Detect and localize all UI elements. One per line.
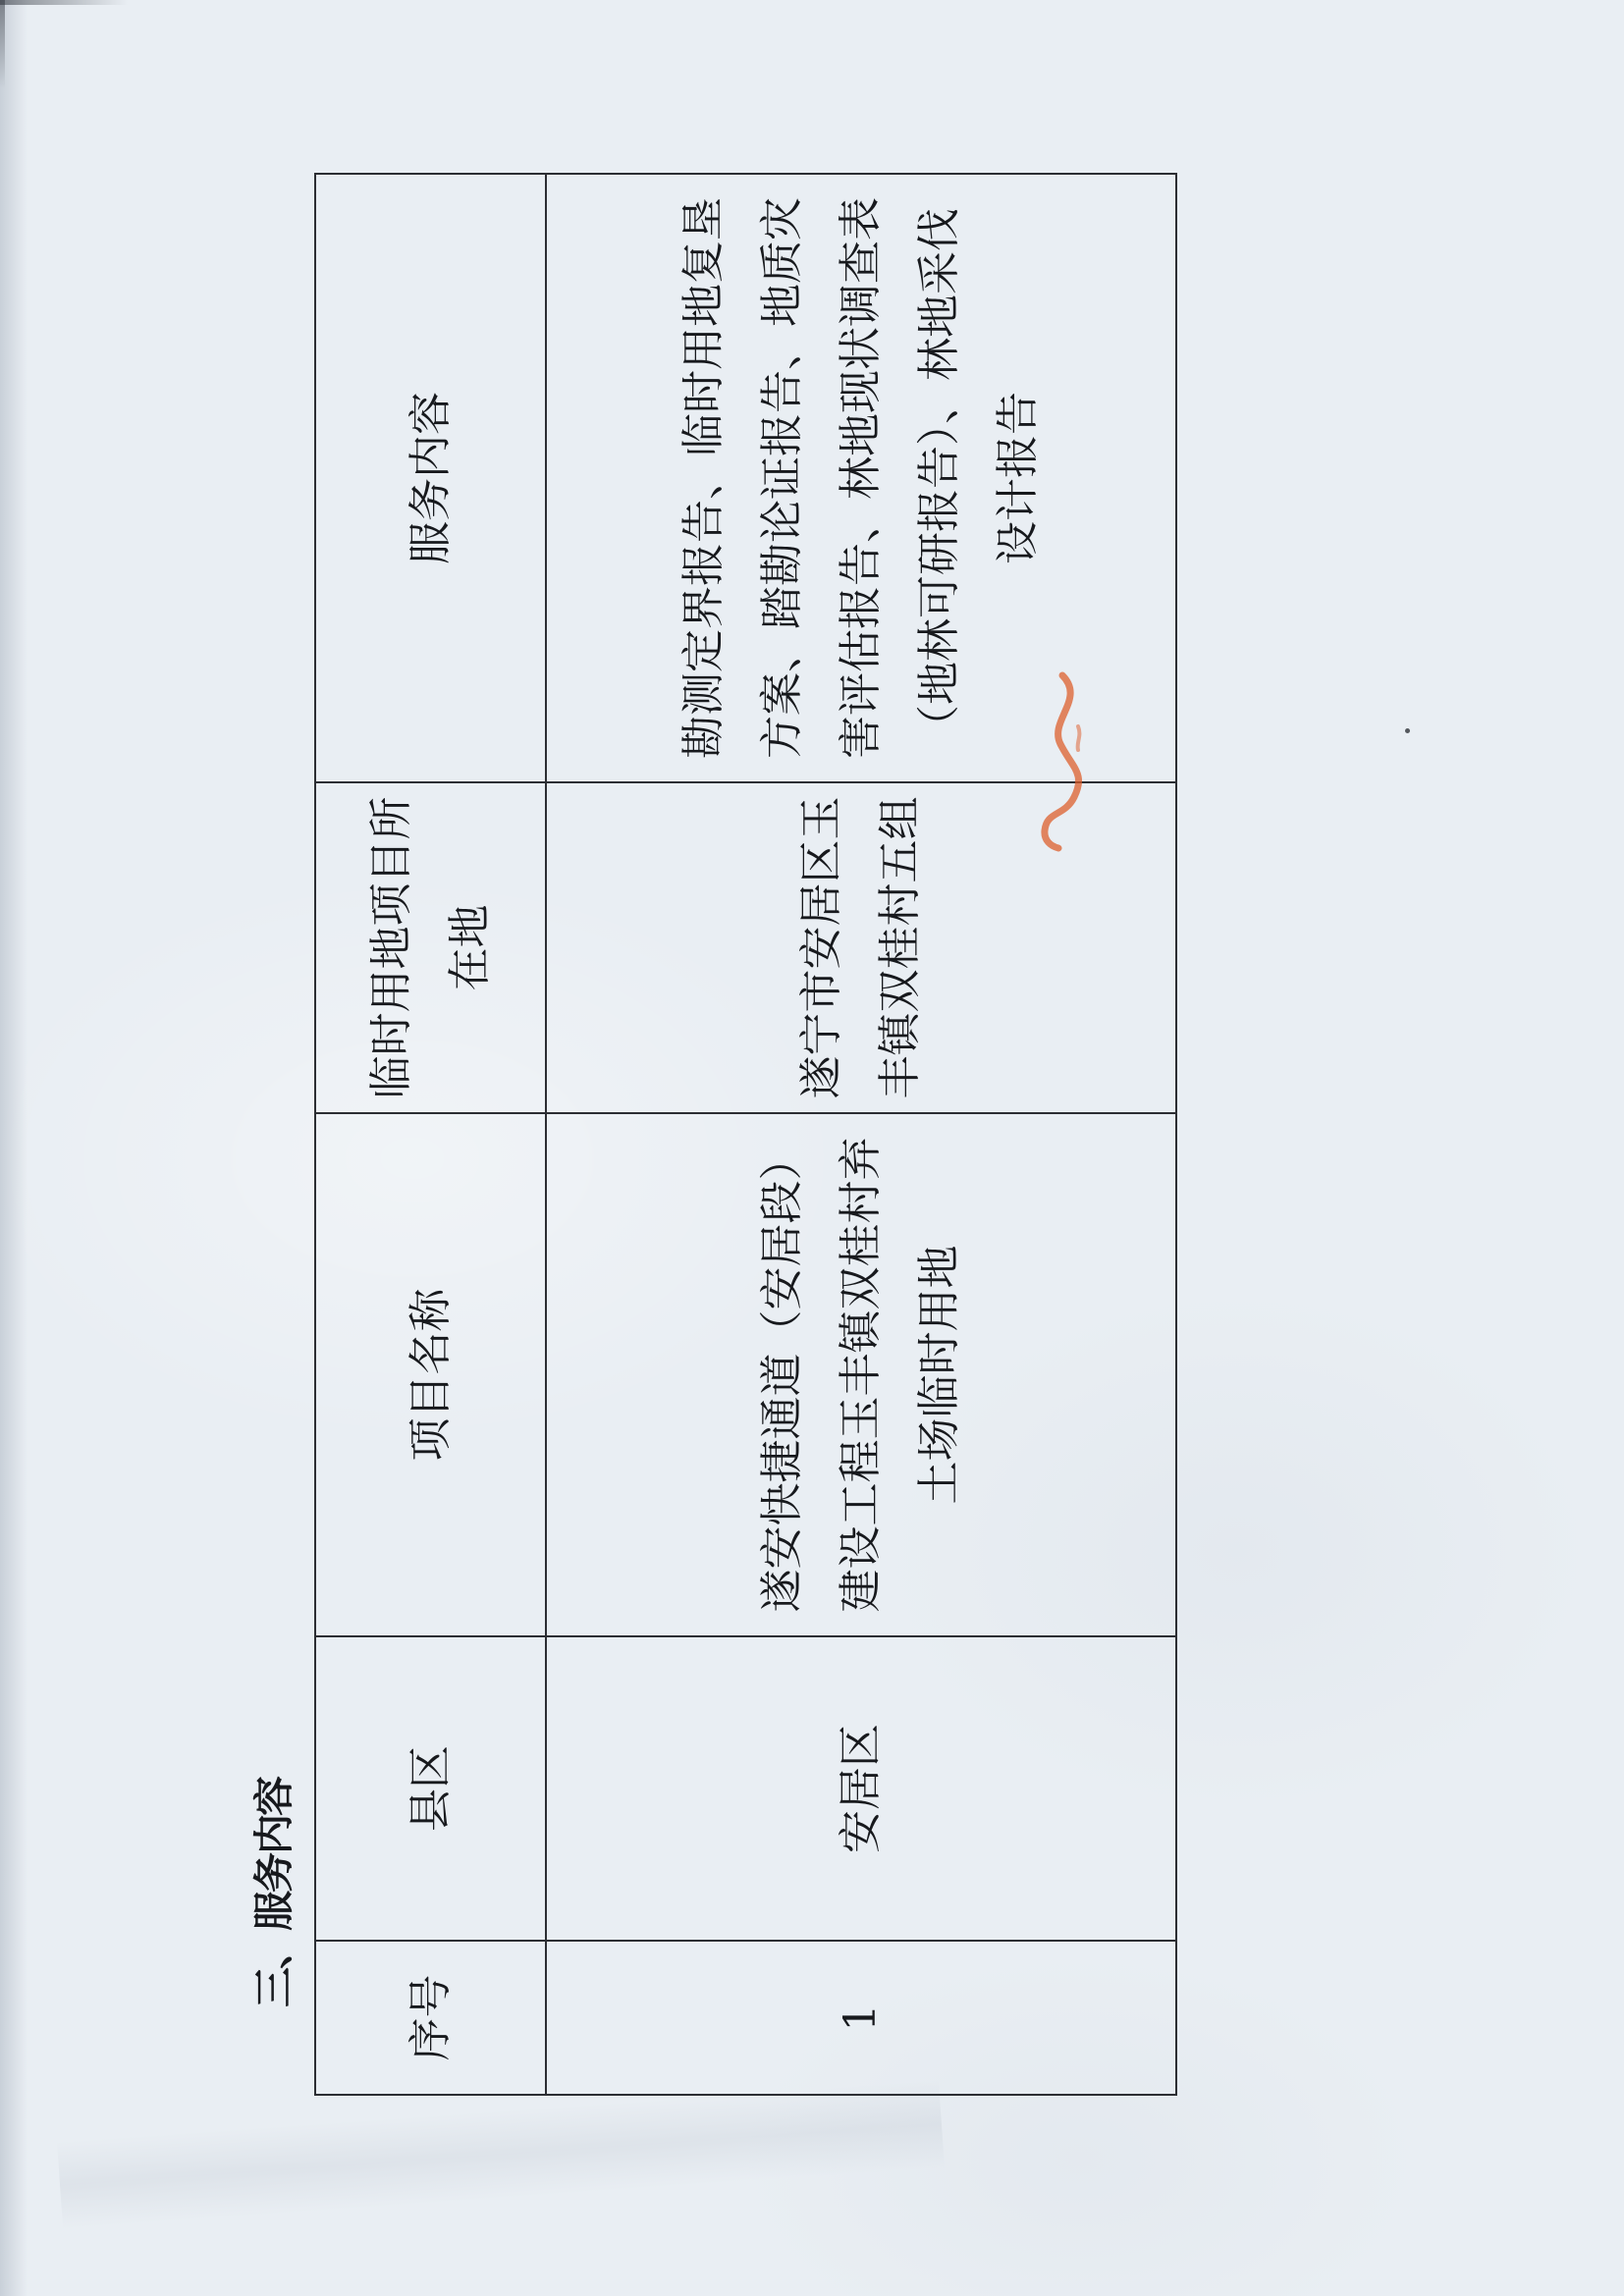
cell-line: 设计报告: [993, 392, 1043, 564]
cell-line: 勘测定界报告、临时用地复垦: [678, 197, 729, 759]
header-cell-county: [316, 1635, 547, 1940]
data-cell-serial: [547, 1940, 1177, 2094]
header-cell-location: [316, 781, 547, 1112]
header-label: 服务内容: [405, 392, 456, 564]
cell-line: 害评估报告、林地现状调查表: [836, 197, 886, 759]
orange-ink-smudge: [1021, 667, 1110, 854]
cell-line: 遂安快捷通道（安居段）: [757, 1137, 807, 1613]
scan-corner-artifact-side: [0, 0, 5, 88]
cell-line: 建设工程玉丰镇双桂村弃: [836, 1137, 886, 1613]
header-label: 县区: [405, 1745, 456, 1832]
header-cell-serial: [316, 1940, 547, 2094]
service-content-table: [314, 173, 1177, 2096]
cell-line: 遂宁市安居区玉: [796, 796, 846, 1099]
cell-line: 土场临时用地: [914, 1245, 964, 1505]
header-label: 序号: [405, 1974, 456, 2061]
data-cell-county: [547, 1635, 1177, 1940]
scan-corner-artifact: [0, 0, 128, 5]
header-label: 临时用地项目所: [365, 796, 416, 1099]
cell-line: 安居区: [836, 1724, 886, 1853]
cell-line: 方案、踏勘论证报告、地质灾: [757, 197, 807, 759]
header-label: 在地: [444, 904, 495, 991]
header-label: 项目名称: [405, 1288, 456, 1462]
section-title: 三、服务内容: [250, 1778, 298, 2007]
header-cell-service: [316, 173, 547, 781]
data-cell-project: [547, 1112, 1177, 1635]
cell-line: 丰镇双桂村五组: [875, 796, 925, 1099]
paper-speck: [1405, 728, 1410, 733]
header-cell-project: [316, 1112, 547, 1635]
cell-line: （地林可研报告）、林地采伐: [914, 208, 964, 748]
cell-line: 1: [836, 2003, 886, 2032]
